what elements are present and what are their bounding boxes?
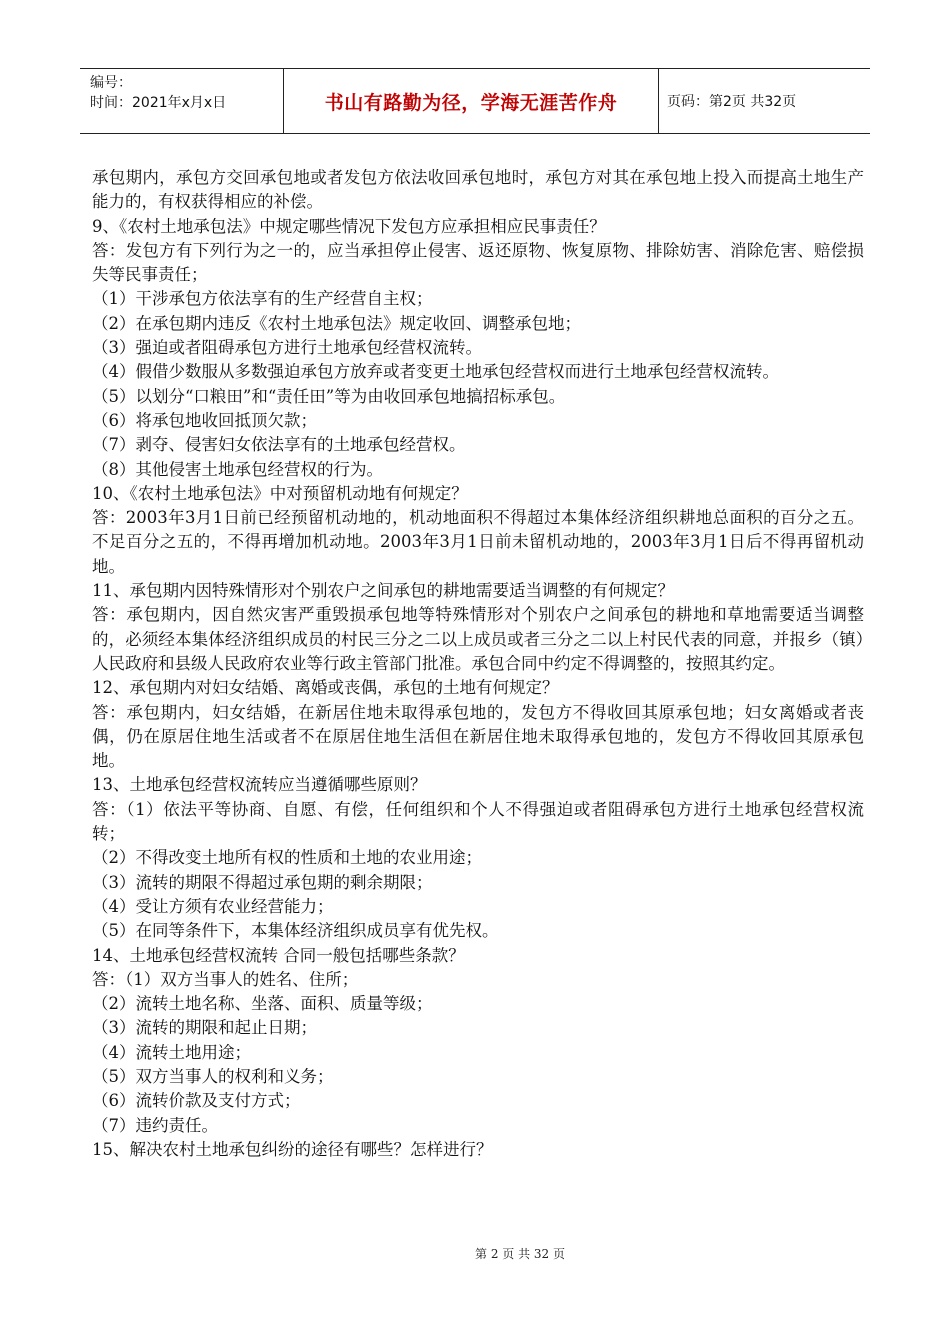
page-footer: 第 2 页 共 32 页 — [475, 1247, 565, 1261]
document-time-label: 时间：2021年x月x日 — [90, 95, 227, 111]
header-motto: 书山有路勤为径，学海无涯苦作舟 — [284, 69, 659, 133]
answer-paragraph: 答：2003年3月1日前已经预留机动地的，机动地面积不得超过本集体经济组织耕地总面积的百分之五。不足百分之五的，不得再增加机动地。2003年3月1日前未留机动地的，2003年3月1日后不得再留机动地。 — [92, 508, 864, 576]
list-item: （4）受让方须有农业经营能力； — [92, 896, 334, 916]
list-item: （6）流转价款及支付方式； — [92, 1091, 301, 1111]
list-item: （5）双方当事人的权利和义务； — [92, 1066, 334, 1086]
answer-paragraph: 答：（1）双方当事人的姓名、住所； — [92, 969, 359, 989]
document-number-label: 编号： — [90, 75, 132, 91]
list-item: （8）其他侵害土地承包经营权的行为。 — [92, 459, 383, 479]
list-item: （7）违约责任。 — [92, 1115, 218, 1135]
list-item: （5）在同等条件下，本集体经济组织成员享有优先权。 — [92, 921, 499, 941]
list-item: （3）强迫或者阻碍承包方进行土地承包经营权流转。 — [92, 338, 482, 358]
document-body — [92, 166, 864, 1162]
question-heading: 10、《农村土地承包法》中对预留机动地有何规定？ — [92, 483, 468, 503]
answer-paragraph: 答：发包方有下列行为之一的，应当承担停止侵害、返还原物、恢复原物、排除妨害、消除危害、赔偿损失等民事责任； — [92, 240, 864, 285]
list-item: （6）将承包地收回抵顶欠款； — [92, 410, 317, 430]
page-header — [80, 68, 870, 134]
paragraph: 承包期内，承包方交回承包地或者发包方依法收回承包地时，承包方对其在承包地上投入而提高土地生产能力的，有权获得相应的补偿。 — [92, 168, 864, 212]
list-item: （4）流转土地用途； — [92, 1042, 251, 1062]
question-heading: 12、承包期内对妇女结婚、离婚或丧偶，承包的土地有何规定？ — [92, 678, 559, 698]
list-item: （5）以划分“口粮田”和“责任田”等为由收回承包地搞招标承包。 — [92, 386, 566, 406]
list-item: （1）干涉承包方依法享有的生产经营自主权； — [92, 289, 433, 309]
list-item: （7）剥夺、侵害妇女依法享有的土地承包经营权。 — [92, 435, 466, 455]
list-item: （2）在承包期内违反《农村土地承包法》规定收回、调整承包地； — [92, 313, 581, 333]
list-item: （3）流转的期限和起止日期； — [92, 1018, 317, 1038]
question-heading: 13、土地承包经营权流转应当遵循哪些原则？ — [92, 775, 427, 795]
header-meta — [80, 69, 284, 133]
answer-paragraph: 答：承包期内，妇女结婚，在新居住地未取得承包地的，发包方不得收回其原承包地；妇女离婚或者丧偶，仍在原居住地生活或者不在原居住地生活但在新居住地未取得承包地的，发包方不得收回其原承包地。 — [92, 702, 864, 771]
answer-paragraph: 答：承包期内，因自然灾害严重毁损承包地等特殊情形对个别农户之间承包的耕地和草地需要适当调整的，必须经本集体经济组织成员的村民三分之二以上成员或者三分之二以上村民代表的同意，并报乡（镇）人民政府和县级人民政府农业等行政主管部门批准。承包合同中约定不得调整的，按照其约定。 — [92, 605, 864, 673]
question-heading: 14、土地承包经营权流转 合同一般包括哪些条款？ — [92, 945, 465, 965]
question-heading: 11、承包期内因特殊情形对个别农户之间承包的耕地需要适当调整的有何规定？ — [92, 581, 674, 601]
question-heading: 9、《农村土地承包法》中规定哪些情况下发包方应承担相应民事责任？ — [92, 216, 606, 236]
question-heading: 15、解决农村土地承包纠纷的途径有哪些？怎样进行？ — [92, 1139, 493, 1159]
header-page-info: 页码：第2页 共32页 — [667, 94, 797, 110]
list-item: （3）流转的期限不得超过承包期的剩余期限； — [92, 872, 433, 892]
answer-paragraph: 答：（1）依法平等协商、自愿、有偿，任何组织和个人不得强迫或者阻碍承包方进行土地承包经营权流转； — [92, 799, 864, 844]
list-item: （2）流转土地名称、坐落、面积、质量等级； — [92, 994, 433, 1014]
list-item: （4）假借少数服从多数强迫承包方放弃或者变更土地承包经营权而进行土地承包经营权流转。 — [92, 362, 779, 382]
list-item: （2）不得改变土地所有权的性质和土地的农业用途； — [92, 848, 482, 868]
